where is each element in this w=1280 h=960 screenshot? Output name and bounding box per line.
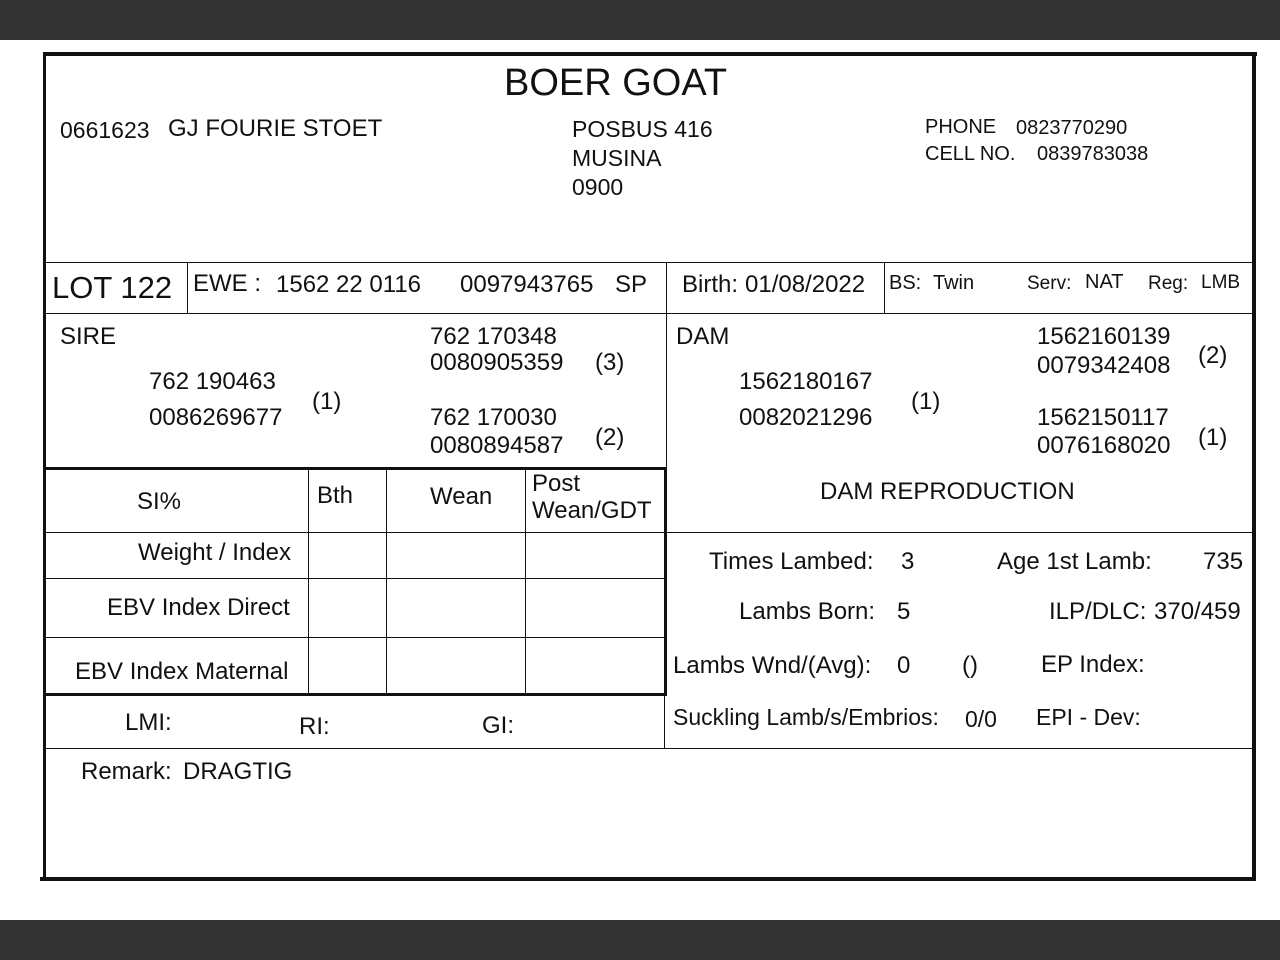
bs-value: Twin	[933, 272, 975, 294]
sire-grandparent-1-reg: 0080905359	[430, 349, 564, 376]
dam-repro-header-line	[667, 532, 1254, 533]
serv-label: Serv:	[1027, 273, 1072, 294]
phone-label: PHONE	[925, 116, 997, 138]
dam-id: 1562180167	[739, 368, 873, 395]
dam-grandparent-2-reg: 0076168020	[1037, 432, 1171, 459]
si-row-ebv-direct: EBV Index Direct	[107, 594, 290, 621]
age-first-lamb-value: 735	[1203, 548, 1244, 575]
sire-grandparent-1-count: (3)	[595, 349, 625, 376]
si-col-wean: Wean	[430, 483, 493, 510]
dam-repro-left-line	[664, 696, 665, 748]
ewe-id: 1562 22 0116	[276, 271, 422, 298]
birth-date: 01/08/2022	[745, 271, 866, 298]
si-col-post-wean: Wean/GDT	[532, 497, 652, 524]
dam-grandparent-1-count: (2)	[1198, 342, 1228, 369]
si-table-row-line-1	[44, 578, 666, 579]
ri-label: RI:	[299, 713, 330, 740]
si-table-col-line-2	[386, 470, 387, 694]
cell-label: CELL NO.	[925, 143, 1016, 165]
sire-grandparent-2-reg: 0080894587	[430, 432, 564, 459]
ep-index-label: EP Index:	[1041, 651, 1145, 678]
lot-number: LOT 122	[52, 270, 173, 305]
ewe-class: SP	[615, 271, 648, 298]
times-lambed-value: 3	[901, 548, 915, 575]
sire-label: SIRE	[60, 323, 117, 350]
dam-grandparent-1-id: 1562160139	[1037, 323, 1171, 350]
suckling-label: Suckling Lamb/s/Embrios:	[673, 704, 939, 730]
sire-id: 762 190463	[149, 368, 276, 395]
lot-row-bottom-line	[44, 313, 1254, 314]
lot-row-top-line	[44, 262, 1254, 263]
lambs-weaned-value: 0	[897, 652, 911, 679]
si-row-weight-index: Weight / Index	[138, 539, 291, 566]
si-table-right	[664, 467, 667, 696]
reg-value: LMB	[1201, 272, 1241, 293]
age-first-lamb-label: Age 1st Lamb:	[997, 548, 1152, 575]
si-col-bth: Bth	[317, 482, 354, 509]
pedigree-divider	[666, 313, 667, 469]
address-line-2: MUSINA	[572, 145, 662, 171]
address-line-3: 0900	[572, 174, 624, 200]
lambs-born-value: 5	[897, 598, 911, 625]
epi-dev-label: EPI - Dev:	[1036, 704, 1141, 730]
dam-reg: 0082021296	[739, 404, 873, 431]
suckling-value: 0/0	[965, 706, 997, 732]
remark-value: DRAGTIG	[183, 758, 293, 785]
bs-label: BS:	[889, 272, 922, 294]
sire-grandparent-2-count: (2)	[595, 424, 625, 451]
si-table-corner: SI%	[137, 488, 182, 515]
breeder-name: GJ FOURIE STOET	[168, 115, 383, 142]
birth-label: Birth:	[682, 271, 739, 298]
sire-grandparent-2-id: 762 170030	[430, 404, 557, 431]
cell-value: 0839783038	[1037, 143, 1149, 165]
lot-divider	[187, 262, 188, 313]
card-border-right	[1252, 52, 1256, 881]
phone-value: 0823770290	[1016, 117, 1128, 139]
dam-grandparent-1-reg: 0079342408	[1037, 352, 1171, 379]
sire-count: (1)	[312, 388, 342, 415]
sire-reg: 0086269677	[149, 404, 283, 431]
si-col-post: Post	[532, 470, 581, 497]
dam-repro-title: DAM REPRODUCTION	[820, 478, 1075, 505]
gi-label: GI:	[482, 712, 515, 739]
si-row-ebv-maternal: EBV Index Maternal	[75, 658, 289, 685]
lambs-born-label: Lambs Born:	[739, 598, 876, 625]
serv-value: NAT	[1085, 271, 1124, 293]
remark-label: Remark:	[81, 758, 172, 785]
sire-grandparent-1-id: 762 170348	[430, 323, 557, 350]
si-table-col-line-1	[308, 470, 309, 694]
dam-label: DAM	[676, 323, 730, 350]
page-title: BOER GOAT	[504, 62, 728, 104]
ewe-registration: 0097943765	[460, 271, 594, 298]
dam-count: (1)	[911, 388, 941, 415]
bs-divider	[884, 262, 885, 313]
reg-label: Reg:	[1148, 273, 1189, 294]
dam-grandparent-2-count: (1)	[1198, 424, 1228, 451]
address-line-1: POSBUS 416	[572, 116, 713, 142]
lmi-label: LMI:	[125, 709, 172, 736]
si-table-header-line	[44, 532, 666, 533]
card-border-bottom	[40, 877, 1252, 881]
ilp-dlc-value: 370/459	[1154, 598, 1241, 625]
birth-divider	[666, 262, 667, 313]
times-lambed-label: Times Lambed:	[709, 548, 874, 575]
indices-row-bottom-line	[44, 748, 1254, 749]
lambs-weaned-avg: ()	[962, 652, 978, 679]
card-border-top	[44, 52, 1257, 56]
dam-grandparent-2-id: 1562150117	[1037, 404, 1169, 431]
si-table-col-line-3	[525, 470, 526, 694]
ewe-label: EWE :	[193, 270, 262, 297]
si-table-bottom	[44, 693, 667, 696]
ilp-dlc-label: ILP/DLC:	[1049, 598, 1147, 625]
lambs-weaned-label: Lambs Wnd/(Avg):	[673, 652, 872, 679]
si-table-row-line-2	[44, 637, 666, 638]
breeder-number: 0661623	[60, 117, 150, 143]
